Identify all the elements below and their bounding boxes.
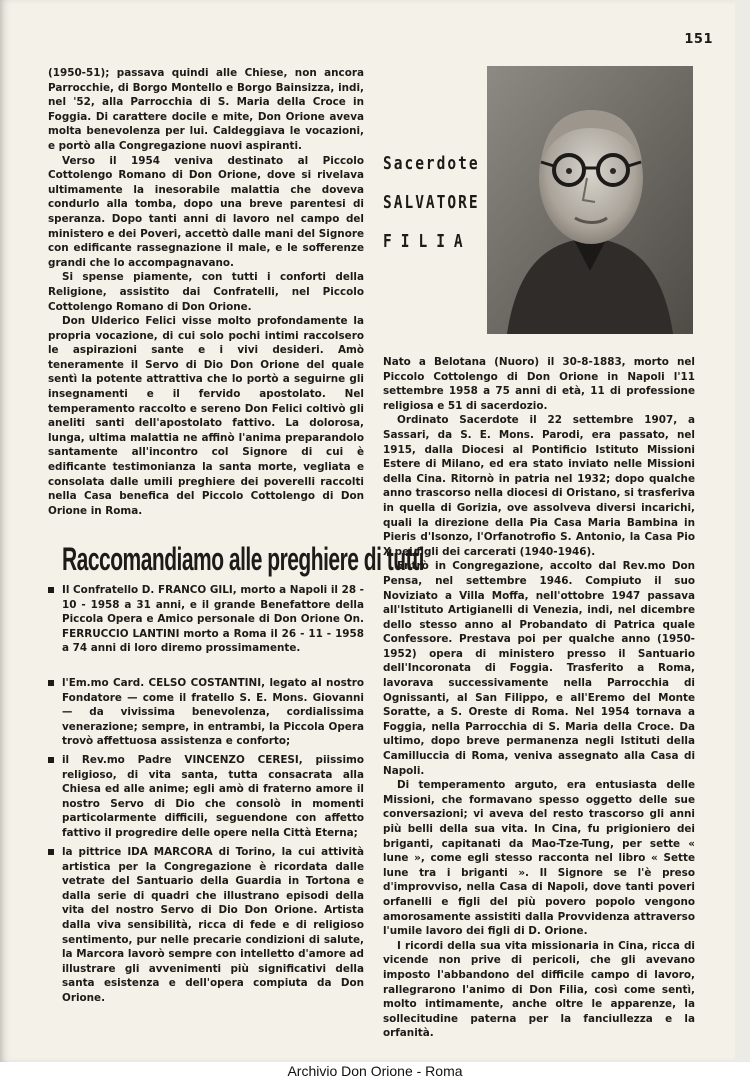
square-bullet-icon — [48, 849, 54, 855]
prayer-list-item — [48, 753, 364, 841]
right-paragraph-1: Nato a Belotana (Nuoro) il 30-8-1883, morto nel Piccolo Cottolengo di Don Orione in Napoli l'11 settembre 1958 a 75 anni di età, 11 di professione religiosa e 51 di sacerdozio. — [383, 356, 695, 412]
left-column — [48, 66, 364, 518]
prayer-item-text: Il Confratello D. FRANCO GILI, morto a Napoli il 28 - 10 - 1958 a 31 anni, e il grande Benefattore della Piccola Opera e Amico personale di Don Orione On. FERRUCCIO LANTINI morto a Roma il 26 - 11 - 1958 a 74 anni di loro diremo prossimamente. — [62, 584, 364, 655]
page-number: 151 — [684, 32, 713, 47]
portrait-illustration — [487, 66, 693, 334]
left-paragraph-2: Verso il 1954 veniva destinato al Piccolo Cottolengo Romano di Don Orione, dove si rivelava ultimamente la inesorabile malattia che doveva condurlo alla tomba, dopo una breve parentesi di speranza. Dopo tanti anni di lavoro nel campo del ministero e dei Poveri, accettò dalle mani del Signore con edificante rassegnazione il male, e le sofferenze grandi che lo accompagnavano. — [48, 154, 364, 269]
portrait-caption-title: Sacerdote — [383, 154, 480, 174]
left-paragraph-4: Don Ulderico Felici visse molto profondamente la propria vocazione, di cui solo pochi intimi raccolsero le aspirazioni sante e i vivi desideri. Amò teneramente il Servo di Dio Don Orione del quale sentì la potente attrattiva che lo portò a seguirne gli insegnamenti e il fervido apostolato. Nel temperamento raccolto e sereno Don Felici coltivò gli aneliti santi dell'apostolato fattivo. La dolorosa, lunga, ultima malattia ne affinò l'anima preparandolo santamente all'incontro col Signore di cui è edificante testimonianza la santa morte, vegliata e consolata dalle umili preghiere dei poverelli raccolti nella Casa benefica del Piccolo Cottolengo di Don Orione in Roma. — [48, 315, 364, 517]
archive-footer: Archivio Don Orione - Roma — [287, 1063, 463, 1079]
prayer-item-text: la pittrice IDA MARCORA di Torino, la cui attività artistica per la Congregazione è ricordata dalle vetrate del Santuario della Guardia in Tortona e dalla serie di quadri che illustrano episodi della vita del nostro Servo di Dio Don Orione. Artista dalla viva sensibilità, ricca di fede e di religioso sentimento, pur nelle precarie condizioni di salute, la Marcora lavorò sempre con intelletto d'amore ad illustrare gli avvenimenti più significativi della santa esistenza e dell'opera compiuta da Don Orione. — [62, 846, 364, 1004]
prayer-item-text: il Rev.mo Padre VINCENZO CERESI, piissimo religioso, di vita santa, tutta consacrata alla Chiesa ed alle anime; egli amò di fraterno amore il nostro Servo di Dio che consolò in momenti particolarmente difficili, seguendone con affetto fattivo il progredire delle opere nella Città Eterna; — [62, 754, 364, 839]
square-bullet-icon — [48, 680, 54, 686]
left-paragraph-3: Si spense piamente, con tutti i conforti della Religione, assistito dai Confratelli, nel Piccolo Cottolengo Romano di Don Orione. — [48, 271, 364, 313]
square-bullet-icon — [48, 587, 54, 593]
prayer-list-item — [48, 583, 364, 656]
prayer-list-item — [48, 845, 364, 1006]
portrait-caption-surname: FILIA — [383, 232, 472, 252]
right-paragraph-3: Entrò in Congregazione, accolto dal Rev.mo Don Pensa, nel settembre 1946. Compiuto il suo Noviziato a Villa Moffa, nell'ottobre 1947 passava all'Istituto Artigianelli di Venezia, indi, nel dicembre dello stesso anno al Probandato di Patrica quale Confessore. Prestava poi per qualche anno (1950-1952) opera di ministero presso il Santuario dell'Incoronata di Foggia. Trasferito a Roma, lavorava successivamente nella Parrocchia di Ognissanti, al San Filippo, e all'Eremo del Monte Soratte, a S. Oreste di Roma. Nel 1954 tornava a Foggia, nella Parrocchia di S. Maria della Croce. Da ultimo, dopo breve permanenza negli Istituti della Camilluccia di Roma, veniva assegnato alla Casa di Napoli. — [383, 560, 695, 777]
right-paragraph-5: I ricordi della sua vita missionaria in Cina, ricca di vicende non prive di pericoli, che gli avevano imposto l'abbandono del difficile campo di lavoro, rallegrarono l'animo di Don Filia, così come sentì, molto intimamente, anche oltre le apparenze, la sollecitudine paterna per la fanciullezza e la orfanità. — [383, 939, 695, 1040]
prayer-section-heading: Raccomandiamo alle preghiere di tutti — [62, 542, 424, 578]
right-paragraph-2: Ordinato Sacerdote il 22 settembre 1907, a Sassari, da S. E. Mons. Parodi, era passato, nel 1915, dalla Diocesi al Pontificio Istituto Missioni Estere di Milano, ed era stato inviato nelle Missioni della Cina. Ritornò in patria nel 1932; dopo qualche anno trascorso nella diocesi di Oristano, si trasferiva in quella di Gorizia, ove assolveva diversi incarichi, quali la direzione della Pia Casa Maria Bambina in Pieris d'Isonzo, l'Orfanotrofio S. Antonio, la Casa Pio X pei figli dei carcerati (1940-1946). — [383, 414, 695, 558]
right-column — [383, 355, 695, 1041]
portrait-photo — [487, 66, 693, 334]
right-paragraph-4: Di temperamento arguto, era entusiasta delle Missioni, che formavano spesso oggetto delle sue conversazioni; vi aveva del resto trascorso gli anni più belli della sua vita. In Cina, fu prigioniero dei briganti, capitanati da Mao-Tze-Tung, per sette « lune », come egli stesso racconta nel libro « Sette lune tra i briganti ». Il Signore se l'è preso d'improvviso, nella Casa di Napoli, dove tanti poveri orfanelli e figli del più povero popolo vengono amorosamente assistiti dalla Provvidenza attraverso l'umile lavoro dei figli di D. Orione. — [383, 779, 695, 938]
square-bullet-icon — [48, 757, 54, 763]
prayer-list-item — [48, 676, 364, 749]
left-paragraph-1: (1950-51); passava quindi alle Chiese, non ancora Parrocchie, di Borgo Montello e Borgo Bainsizza, indi, nel '52, alla Parrocchia di S. Maria della Croce in Foggia. Di carattere docile e mite, Don Orione aveva molta benevolenza per lui. Caldeggiava le vocazioni, e portò alla Congregazione nuovi aspiranti. — [48, 67, 364, 152]
portrait-caption-first-name: SALVATORE — [383, 193, 480, 213]
prayer-item-text: l'Em.mo Card. CELSO COSTANTINI, legato al nostro Fondatore — come il fratello S. E. Mons. Giovanni — da vivissima benevolenza, cordialissima venerazione; sempre, in entrambi, la Piccola Opera trovò affettuosa assistenza e conforto; — [62, 677, 364, 748]
